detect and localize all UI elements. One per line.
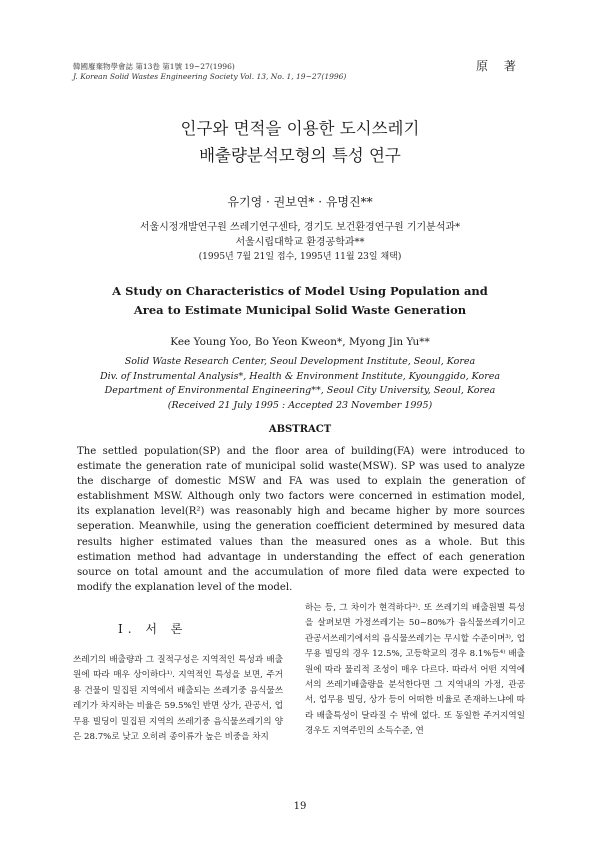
english-title-line-2: Area to Estimate Municipal Solid Waste Generation: [133, 303, 467, 317]
english-affiliation-line-2: Div. of Instrumental Analysis*, Health & Environment Institute, Kyounggido, Korea: [99, 370, 501, 382]
korean-affiliation-line-1: 서울시정개발연구원 쓰레기연구센타, 경기도 보건환경연구원 기기분석과*: [139, 222, 461, 233]
article-type-badge: 原 著: [476, 59, 522, 73]
english-affiliation-line-3: Department of Environmental Engineering**, Seoul City University, Seoul, Korea: [104, 385, 496, 396]
introduction-left-column: 쓰레기의 배출량과 그 질적구성은 지역적인 특성과 배출원에 따라 매우 상이하다¹⁾. 지역적인 특성을 보면, 주거용 건물이 밀집된 지역에서 배출되는 쓰레기중 음식물쓰레기가 차지하는 비율은 59.5%인 반면 상가, 관공서, 업무용 빌딩이 밀집된 지역의 쓰레기중 음식물쓰레기의 양은 28.7%로 낮고 오히려 종이류가 높은 비중을 차지: [73, 655, 283, 743]
korean-title-line-2: 배출량분석모형의 특성 연구: [199, 146, 401, 165]
korean-title-line-1: 인구와 면적을 이용한 도시쓰레기: [180, 119, 420, 138]
section-heading-introduction: Ⅰ. 서 론: [118, 622, 188, 636]
korean-dates: (1995년 7월 21일 접수, 1995년 11월 23일 채택): [198, 252, 402, 262]
english-affiliations: [0, 355, 600, 413]
english-title-line-1: A Study on Characteristics of Model Using Population and: [112, 284, 488, 298]
korean-authors: 유기영 · 권보연* · 유명진**: [227, 195, 373, 209]
korean-title: [0, 115, 600, 169]
journal-citation-english: J. Korean Solid Wastes Engineering Society Vol. 13, No. 1, 19~27(1996): [73, 72, 347, 81]
english-dates: (Received 21 July 1995 : Accepted 23 November 1995): [167, 399, 433, 411]
journal-citation-korean: 韓國廢棄物學會誌 第13卷 第1號 19~27(1996): [73, 62, 235, 71]
english-authors: Kee Young Yoo, Bo Yeon Kweon*, Myong Jin Yu**: [170, 336, 430, 348]
introduction-right-column: 하는 등, 그 차이가 현격하다²⁾. 또 쓰레기의 배출원별 특성을 살펴보면 가정쓰레기는 50~80%가 음식물쓰레기이고 관공서쓰레기에서의 음식물쓰레기는 무시할 수준이며³⁾, 업무용 빌딩의 경우 12.5%, 고등학교의 경우 8.1%등⁴⁾ 배출원에 따라 물리적 조성이 매우 다르다. 따라서 어떤 지역에서의 쓰레기배출량을 분석한다면 그 지역내의 가정, 관공서, 업무용 빌딩, 상가 등이 어떠한 비율로 존재하느냐에 따라 배출특성이 달라질 수 밖에 없다. 또 동일한 주거지역일 경우도 지역주민의 소득수준, 연: [305, 603, 525, 737]
abstract-heading: ABSTRACT: [268, 424, 332, 435]
english-affiliation-line-1: Solid Waste Research Center, Seoul Development Institute, Seoul, Korea: [124, 356, 476, 367]
page-number: 19: [293, 801, 307, 812]
korean-affiliation-line-2: 서울시립대학교 환경공학과**: [235, 237, 365, 248]
english-title: [0, 282, 600, 320]
korean-affiliations: [0, 220, 600, 250]
abstract-text: The settled population(SP) and the floor area of building(FA) were introduced to estimate the generation rate of municipal solid waste(MSW). SP was used to analyze the discharge of domestic MSW and FA was used to explain the generation of establishment MSW. Although only two factors were concerned in estimation model, its explanation level(R²) was reasonably high and became higher by more sources seperation. Meanwhile, using the generation coefficient determined by mesured data results higher estimated values than the measured ones as a whole. But this estimation method had advantage in understanding the effect of each generation source on total amount and the accumulation of more filed data were expected to modify the explanation level of the model.: [77, 446, 525, 593]
